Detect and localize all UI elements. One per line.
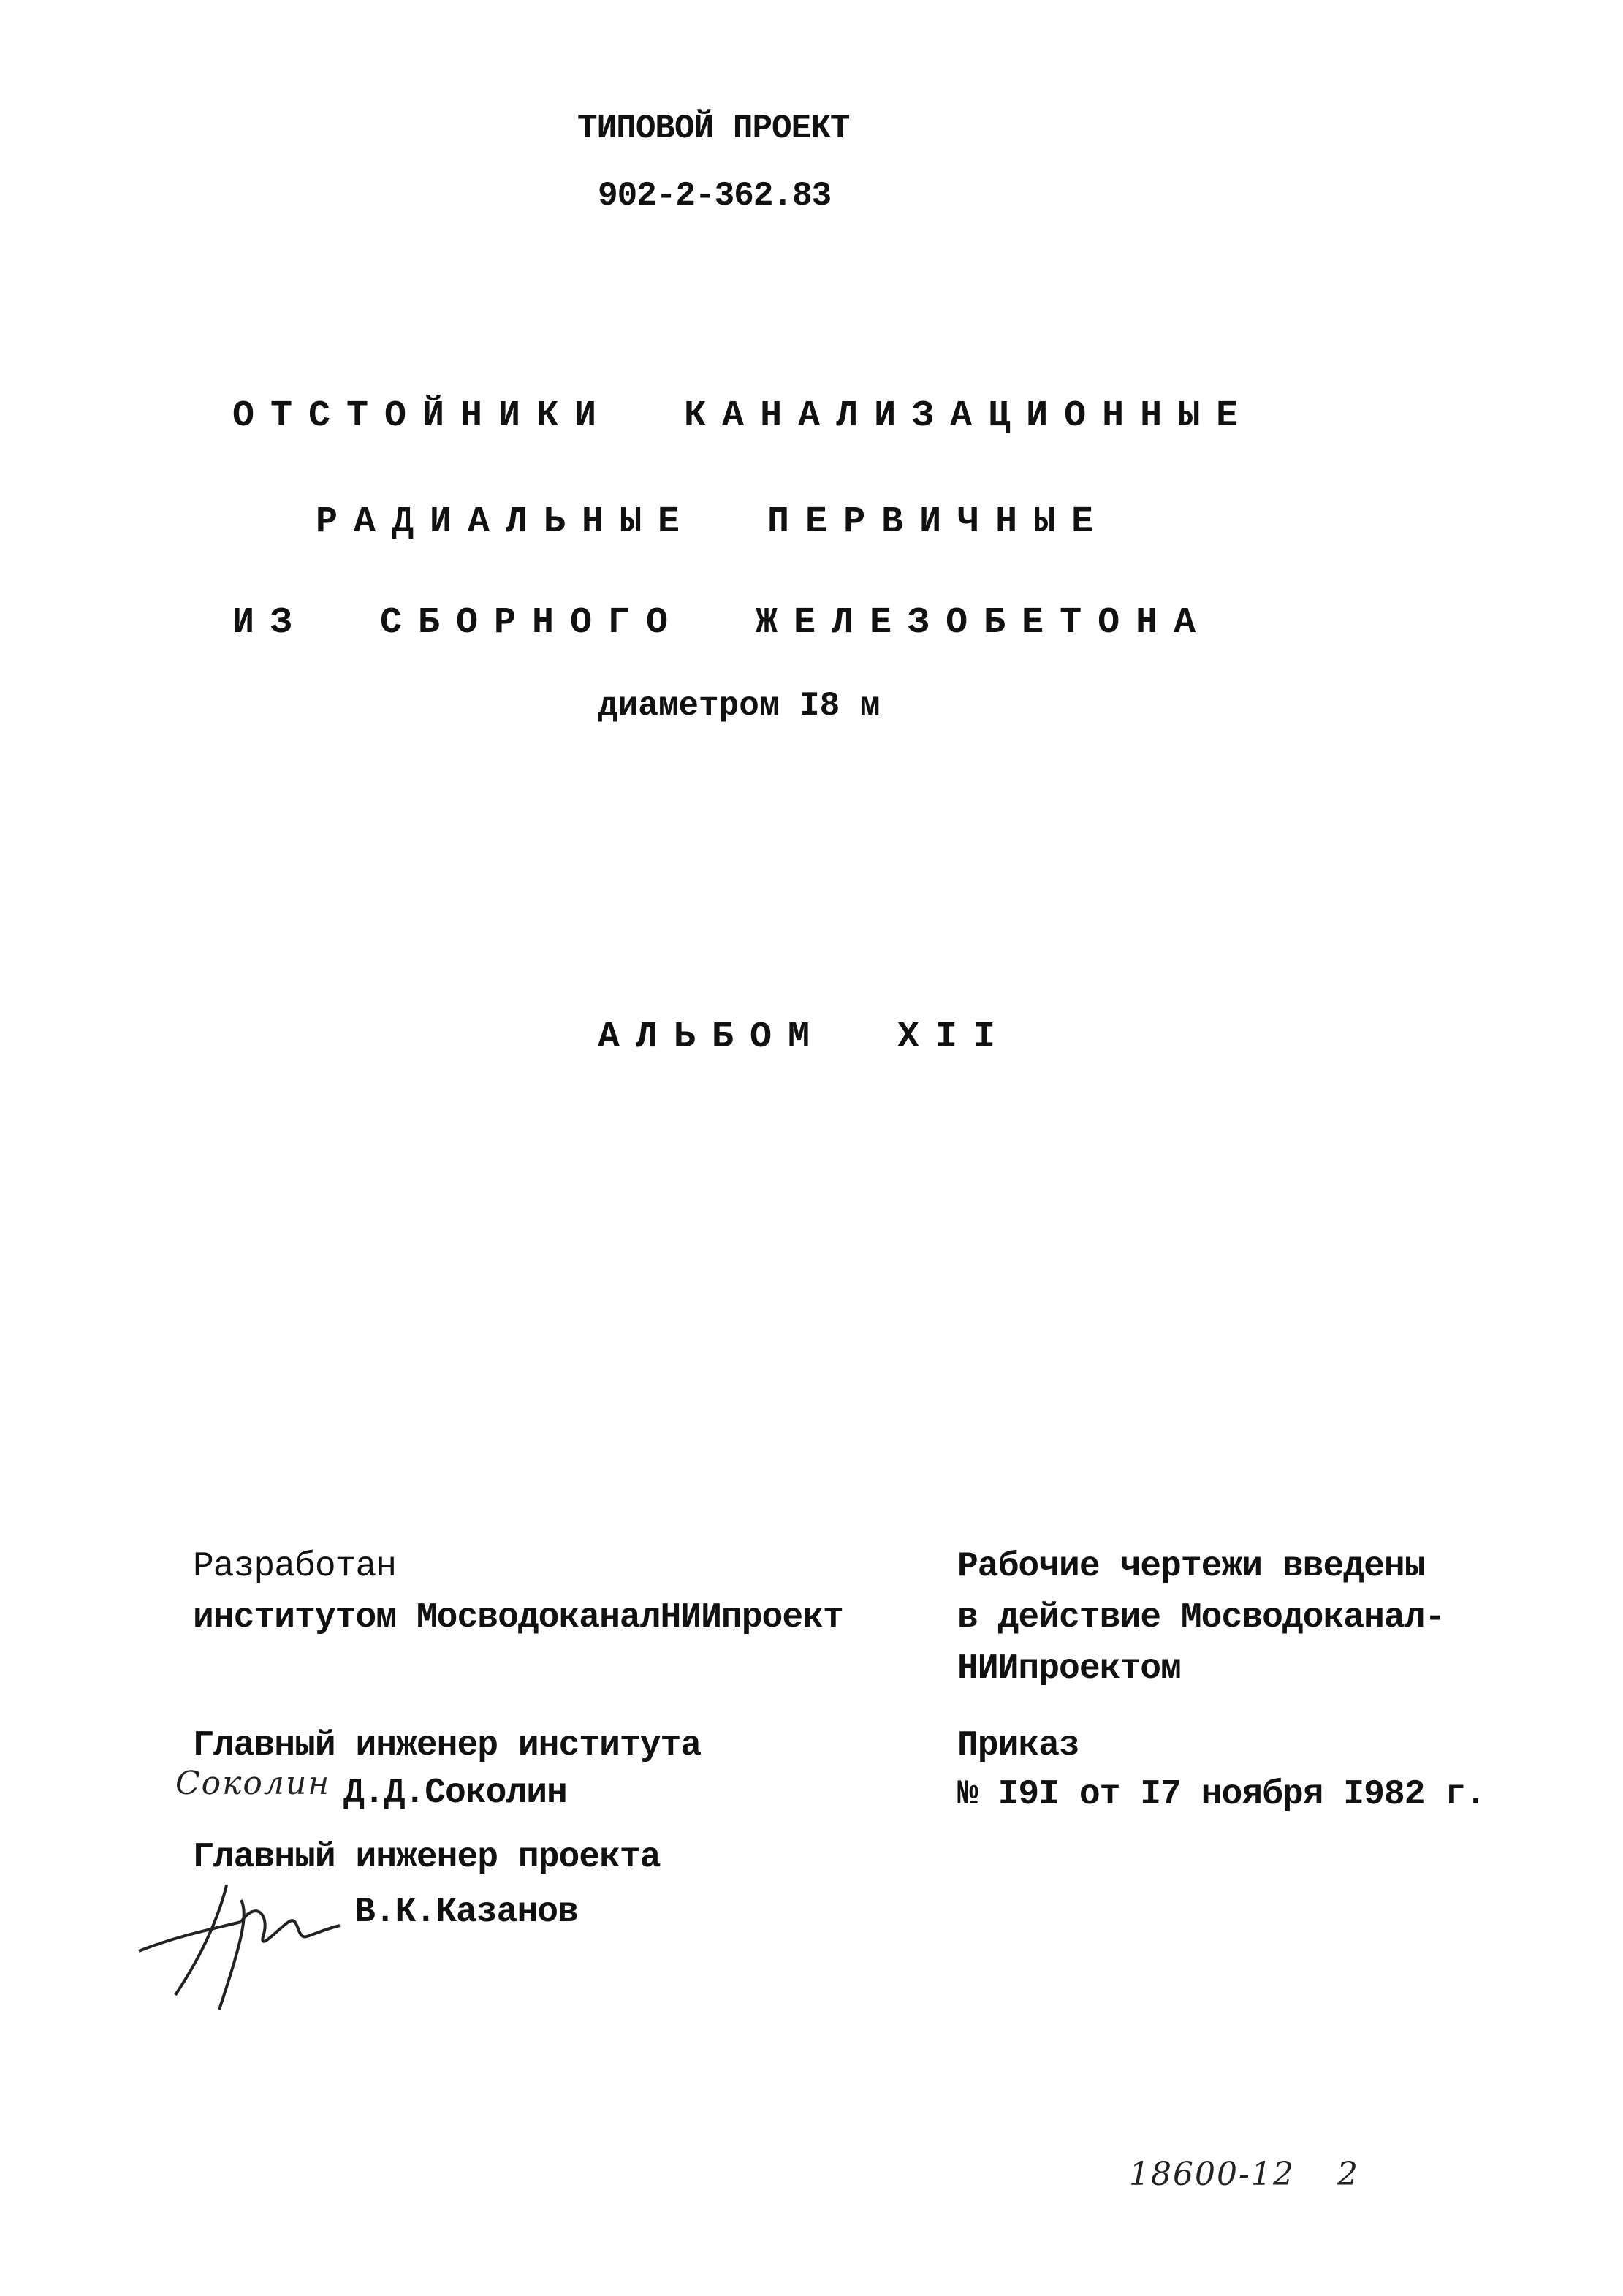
developed-label: Разработан — [193, 1547, 397, 1586]
chief-engineer-project-name: В.К.Казанов — [354, 1893, 578, 1932]
chief-engineer-project-label: Главный инженер проекта — [193, 1838, 661, 1877]
chief-engineer-institute-name: Д.Д.Соколин — [343, 1774, 567, 1813]
signature-kazanov — [132, 1871, 351, 2017]
title-diameter: диаметром I8 м — [598, 687, 881, 725]
right-line-1: Рабочие чертежи введены — [957, 1547, 1425, 1586]
album-number: АЛЬБОМ XII — [598, 1016, 1012, 1058]
footer-code: 18600-12 — [1129, 2156, 1295, 2193]
title-line-3: ИЗ СБОРНОГО ЖЕЛЕЗОБЕТОНА — [232, 602, 1212, 644]
title-line-2: РАДИАЛЬНЫЕ ПЕРВИЧНЫЕ — [316, 501, 1110, 543]
chief-engineer-institute-label: Главный инженер института — [193, 1726, 702, 1765]
header-type-project: ТИПОВОЙ ПРОЕКТ — [577, 110, 850, 148]
developed-by: институтом МосводоканалНИИпроект — [193, 1598, 843, 1638]
right-line-3: НИИпроектом — [957, 1649, 1181, 1689]
order-text: № I9I от I7 ноября I982 г. — [957, 1775, 1486, 1814]
footer-page: 2 — [1337, 2156, 1359, 2193]
order-label: Приказ — [957, 1726, 1079, 1765]
header-project-number: 902-2-362.83 — [598, 177, 832, 215]
right-line-2: в действие Мосводоканал- — [957, 1598, 1445, 1638]
signature-sokolin: Соколин — [175, 1765, 331, 1802]
title-line-1: ОТСТОЙНИКИ КАНАЛИЗАЦИОННЫЕ — [232, 395, 1255, 437]
